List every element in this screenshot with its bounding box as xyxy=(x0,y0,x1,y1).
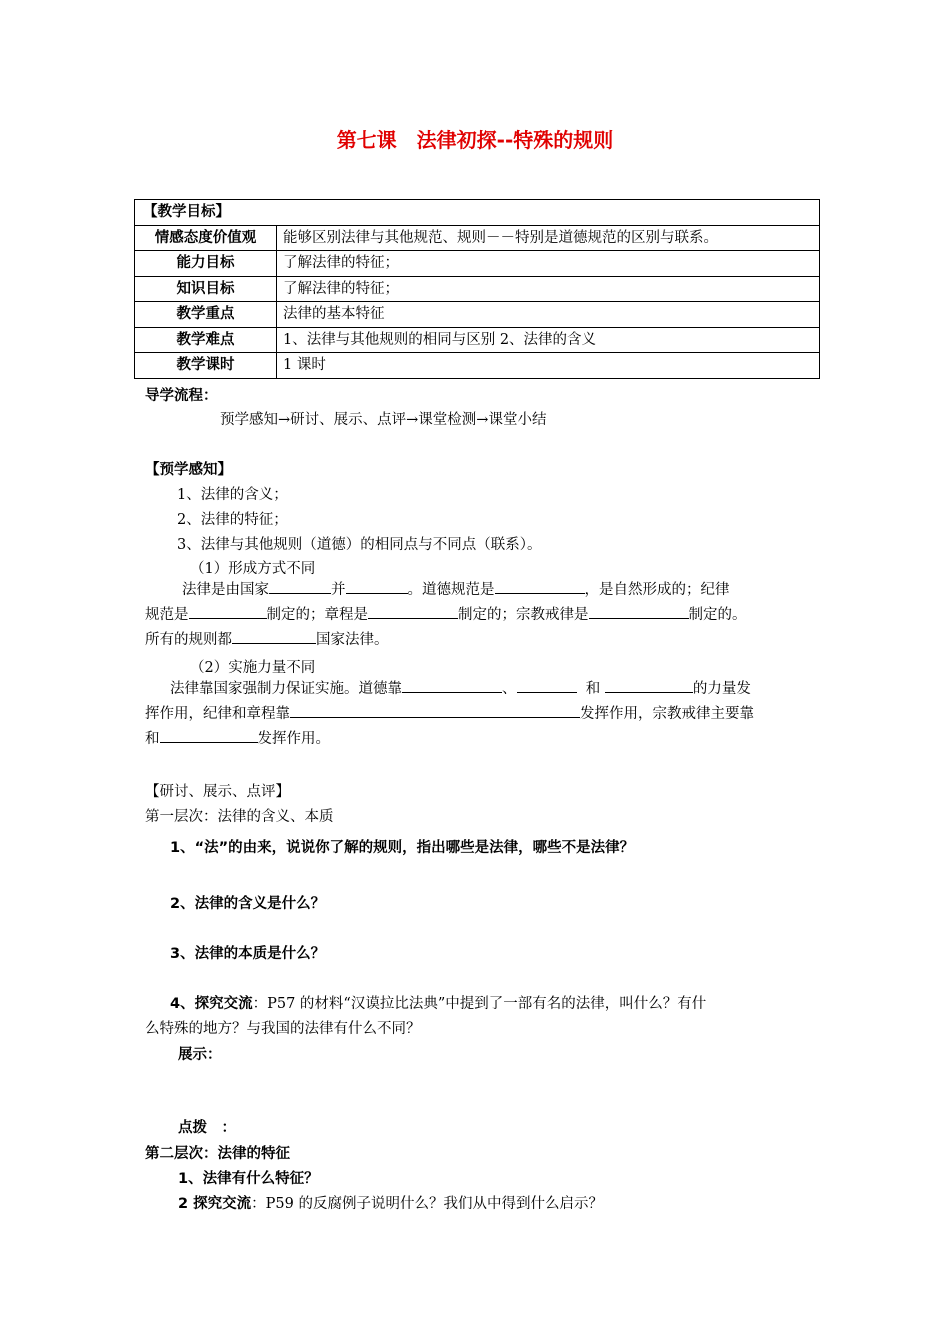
discussion-question-5: 1、法律有什么特征？ xyxy=(178,1171,319,1187)
blank[interactable] xyxy=(269,579,331,595)
row-label: 知识目标 xyxy=(135,276,277,302)
table-row xyxy=(135,251,820,277)
subheading-formation: （1）形成方式不同 xyxy=(190,561,316,577)
preview-question-2: 2、法律的特征； xyxy=(177,512,288,528)
row-value: 能够区别法律与其他规范、规则－－特别是道德规范的区别与联系。 xyxy=(277,225,820,251)
row-label: 能力目标 xyxy=(135,251,277,277)
discussion-question-3: 3、法律的本质是什么？ xyxy=(170,946,326,962)
fill-line-3: 所有的规则都 国家法律。 xyxy=(145,628,389,653)
page-title: 第七课 法律初探--特殊的规则 xyxy=(336,128,614,152)
subheading-enforcement: （2）实施力量不同 xyxy=(190,660,316,676)
row-label: 教学难点 xyxy=(135,327,277,353)
table-row xyxy=(135,276,820,302)
discussion-question-4: 4、探究交流：P57 的材料“汉谟拉比法典”中提到了一部有名的法律，叫什么？有什 xyxy=(170,996,707,1012)
blank[interactable] xyxy=(346,579,408,595)
level-1-heading: 第一层次：法律的含义、本质 xyxy=(145,809,334,825)
table-row xyxy=(135,327,820,353)
goals-header-row xyxy=(135,200,820,226)
row-value: 了解法律的特征； xyxy=(277,276,820,302)
level-2-heading: 第二层次：法律的特征 xyxy=(145,1146,290,1162)
fill-line-2: 规范是 制定的；章程是 制定的；宗教戒律是 制定的。 xyxy=(145,603,747,628)
discussion-question-1: 1、“法”的由来，说说你了解的规则，指出哪些是法律，哪些不是法律？ xyxy=(170,840,635,856)
table-row xyxy=(135,225,820,251)
fill-line-1: 法律是由国家 并 。道德规范是 ，是自然形成的；纪律 xyxy=(182,578,730,603)
row-label: 情感态度价值观 xyxy=(135,225,277,251)
row-label: 教学课时 xyxy=(135,353,277,379)
row-value: 了解法律的特征； xyxy=(277,251,820,277)
blank[interactable] xyxy=(232,629,316,645)
preview-heading: 【预学感知】 xyxy=(145,462,232,478)
flow-heading: 导学流程： xyxy=(145,388,218,404)
discussion-question-6: 2 探究交流：P59 的反腐例子说明什么？我们从中得到什么启示？ xyxy=(178,1196,603,1212)
hint-label: 点拨 ： xyxy=(178,1120,236,1136)
blank[interactable] xyxy=(589,604,689,620)
blank[interactable] xyxy=(160,728,258,744)
preview-question-1: 1、法律的含义； xyxy=(177,487,288,503)
discussion-question-4-cont: 么特殊的地方？与我国的法律有什么不同？ xyxy=(145,1021,421,1037)
discussion-question-2: 2、法律的含义是什么？ xyxy=(170,896,326,912)
flow-steps: 预学感知→研讨、展示、点评→课堂检测→课堂小结 xyxy=(220,412,547,428)
blank[interactable] xyxy=(605,678,693,694)
blank[interactable] xyxy=(402,678,502,694)
row-value: 1 课时 xyxy=(277,353,820,379)
table-row xyxy=(135,353,820,379)
blank[interactable] xyxy=(517,678,577,694)
goals-table xyxy=(134,199,820,379)
fill-line-6: 和 发挥作用。 xyxy=(145,727,330,752)
blank[interactable] xyxy=(368,604,458,620)
row-value: 1、法律与其他规则的相同与区别 2、法律的含义 xyxy=(277,327,820,353)
blank[interactable] xyxy=(290,703,580,719)
blank[interactable] xyxy=(495,579,585,595)
goals-header: 【教学目标】 xyxy=(135,200,820,226)
fill-line-5: 挥作用，纪律和章程靠 发挥作用，宗教戒律主要靠 xyxy=(145,702,754,727)
preview-question-3: 3、法律与其他规则（道德）的相同点与不同点（联系）。 xyxy=(177,537,542,553)
discuss-heading: 【研讨、展示、点评】 xyxy=(145,784,290,800)
row-value: 法律的基本特征 xyxy=(277,302,820,328)
row-label: 教学重点 xyxy=(135,302,277,328)
table-row xyxy=(135,302,820,328)
blank[interactable] xyxy=(189,604,267,620)
fill-line-4: 法律靠国家强制力保证实施。道德靠 、 和 的力量发 xyxy=(170,677,751,702)
show-label: 展示： xyxy=(178,1047,222,1063)
